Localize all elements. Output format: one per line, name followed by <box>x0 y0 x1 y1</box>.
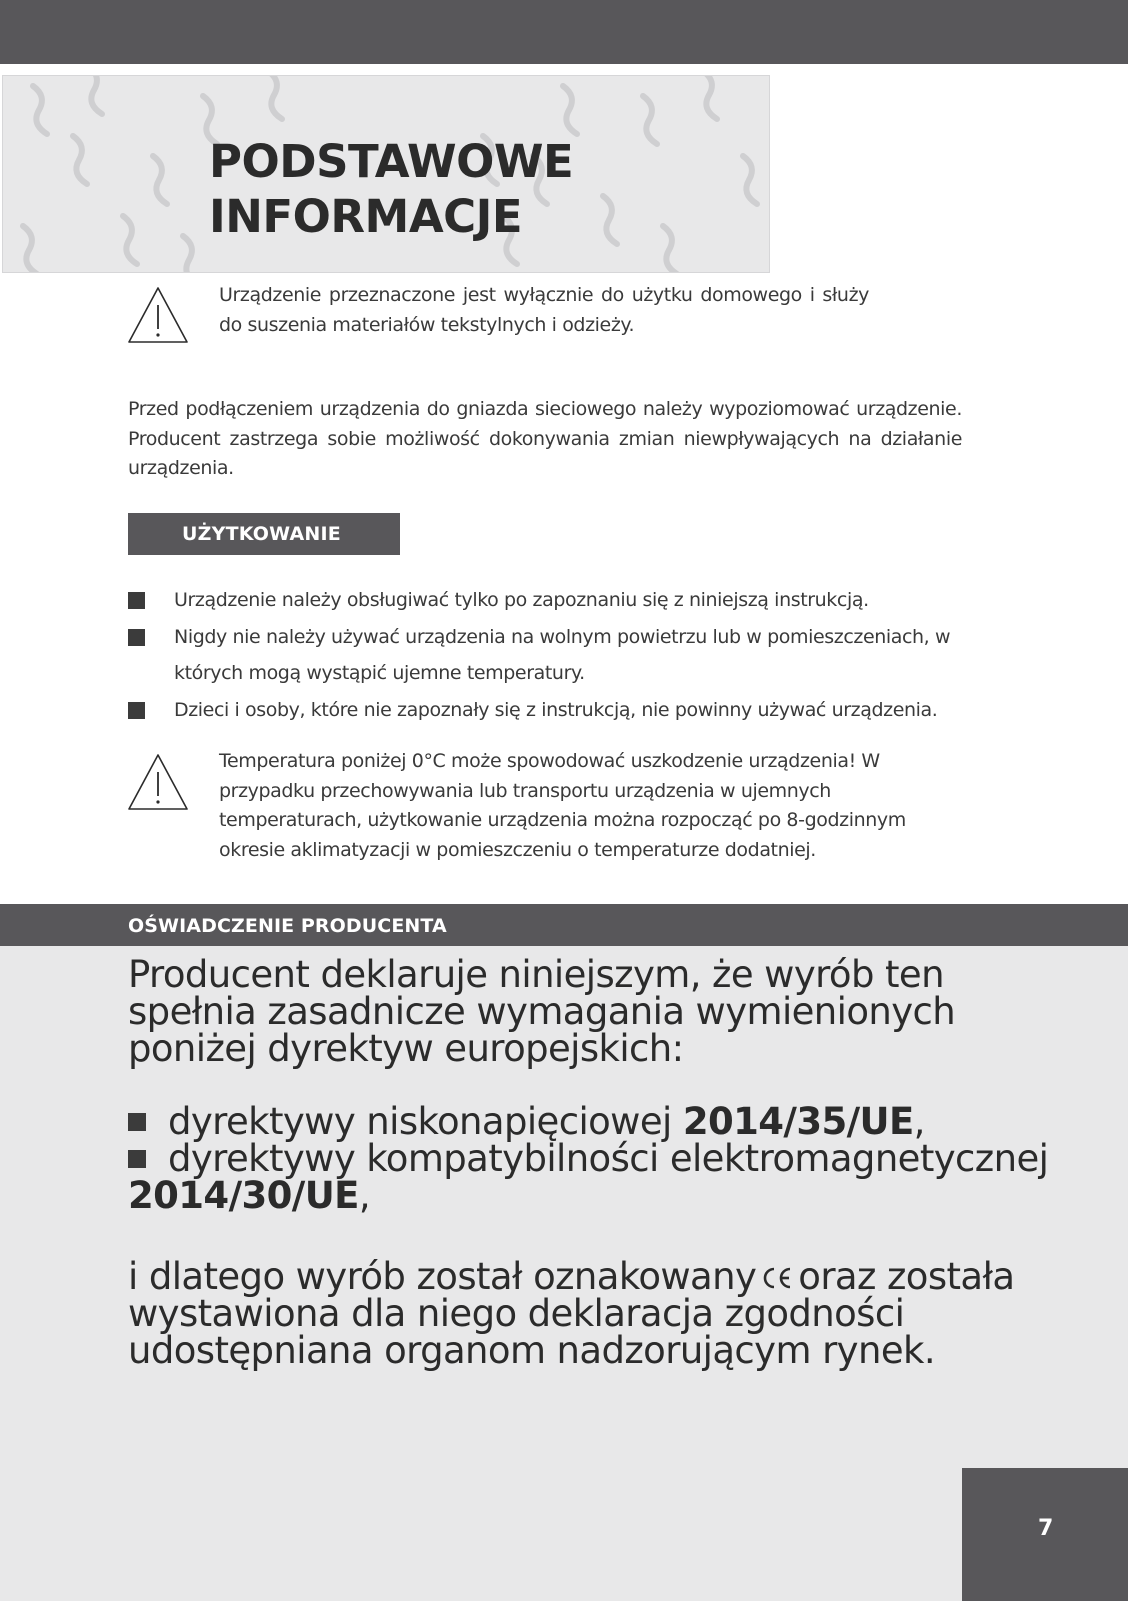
warning-triangle-icon <box>126 285 190 345</box>
directive-suffix: , <box>913 1100 925 1143</box>
bullet-square-icon <box>128 702 145 719</box>
bullet-square-icon <box>128 592 145 609</box>
declaration-section-label: OŚWIADCZENIE PRODUCENTA <box>0 904 1128 946</box>
directive-code: 2014/30/UE <box>128 1174 359 1217</box>
top-header-bar <box>0 0 1128 64</box>
warning-triangle-icon <box>126 752 190 812</box>
directive-suffix: , <box>358 1174 370 1217</box>
directive-text: dyrektywy niskonapięciowej <box>168 1100 683 1143</box>
usage-list <box>128 582 988 728</box>
declaration-intro: Producent deklaruje niniejszym, że wyrób ten spełnia zasadnicze wymagania wymienionych poniżej dyrektyw europejskich: <box>128 953 956 1070</box>
directive-item <box>128 1100 1058 1143</box>
temperature-warning: Temperatura poniżej 0°C może spowodować uszkodzenie urządzenia! W przypadku przechowywania lub transportu urządzenia w ujemnych temperaturach, użytkowanie urządzenia można rozpocząć po 8-godzinnym okresie aklimatyzacji w pomieszczeniu o temperaturze dodatniej. <box>219 750 906 861</box>
usage-section-label: UŻYTKOWANIE <box>128 513 400 555</box>
bullet-square-icon <box>128 1113 146 1131</box>
title-line-2: INFORMACJE <box>209 190 523 243</box>
closing-text-end: oraz została wystawiona dla niego deklaracja zgodności udostępniana organom nadzorującym rynek. <box>128 1255 1015 1372</box>
directive-text: dyrektywy kompatybilności elektromagnetycznej <box>168 1137 1049 1180</box>
declaration-closing <box>128 1255 1058 1372</box>
page-title <box>209 134 573 244</box>
closing-text-start: i dlatego wyrób został oznakowany <box>128 1255 757 1298</box>
usage-list-item <box>128 692 988 729</box>
directive-code: 2014/35/UE <box>682 1100 914 1143</box>
usage-list-item <box>128 619 988 692</box>
title-line-1: PODSTAWOWE <box>209 135 574 188</box>
usage-item-text: Nigdy nie należy używać urządzenia na wolnym powietrzu lub w pomieszczeniach, w których mogą wystąpić ujemne temperatury. <box>174 625 951 684</box>
usage-list-item <box>128 582 988 619</box>
page-number: 7 <box>1038 1516 1054 1541</box>
directive-list <box>128 1100 1058 1217</box>
directive-item <box>128 1137 1058 1217</box>
page-number-box <box>962 1468 1128 1601</box>
section-title-panel <box>2 75 770 273</box>
usage-item-text: Urządzenie należy obsługiwać tylko po zapoznaniu się z niniejszą instrukcją. <box>174 589 869 611</box>
ce-mark-icon <box>760 1265 794 1291</box>
leveling-paragraph: Przed podłączeniem urządzenia do gniazda sieciowego należy wypoziomować urządzenie. Producent zastrzega sobie możliwość dokonywania zmian niewpływających na działanie urządzenia. <box>128 398 962 479</box>
usage-item-text: Dzieci i osoby, które nie zapoznały się z instrukcją, nie powinny używać urządzenia. <box>174 698 938 721</box>
household-use-warning: Urządzenie przeznaczone jest wyłącznie do użytku domowego i służy do suszenia materiałów tekstylnych i odzieży. <box>219 284 869 336</box>
bullet-square-icon <box>128 629 145 646</box>
bullet-square-icon <box>128 1150 146 1168</box>
